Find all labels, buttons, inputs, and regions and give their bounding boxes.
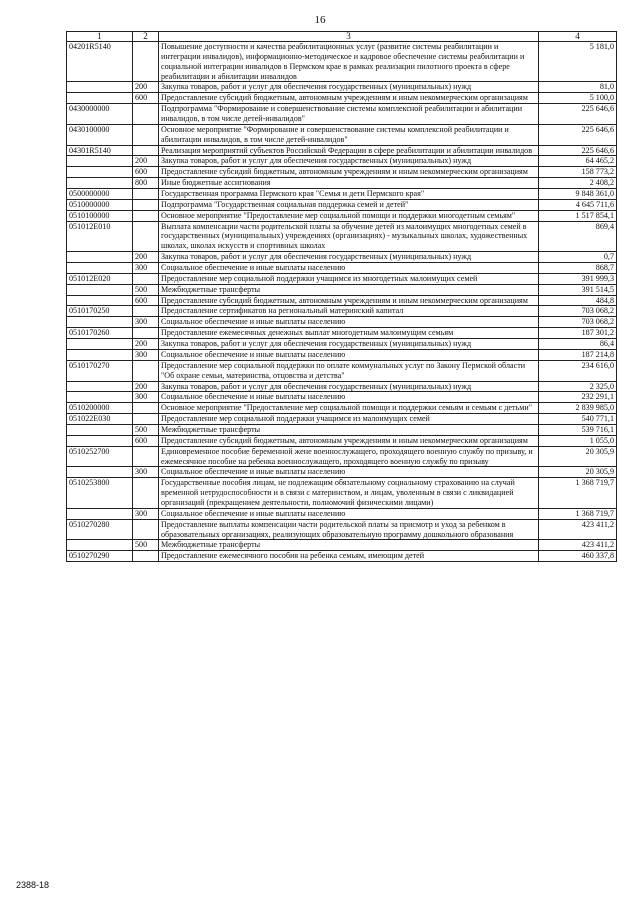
budget-table	[66, 31, 617, 562]
table-row	[67, 252, 617, 263]
table-row	[67, 403, 617, 414]
table-row	[67, 104, 617, 125]
description-cell: Подпрограмма "Государственная социальная поддержка семей и детей"	[159, 199, 539, 210]
code-cell: 051012Е010	[67, 221, 133, 252]
table-row	[67, 478, 617, 509]
amount-cell: 1 368 719,7	[539, 508, 617, 519]
description-cell: Предоставление субсидий бюджетным, автономным учреждениям и иным некоммерческим организациям	[159, 295, 539, 306]
description-cell: Государственная программа Пермского края "Семья и дети Пермского края"	[159, 189, 539, 200]
expense-type-cell: 300	[133, 392, 159, 403]
expense-type-cell	[133, 189, 159, 200]
amount-cell: 5 100,0	[539, 93, 617, 104]
amount-cell: 225 646,6	[539, 124, 617, 145]
expense-type-cell	[133, 210, 159, 221]
amount-cell: 187 214,8	[539, 349, 617, 360]
code-cell: 0510270280	[67, 519, 133, 540]
header-cell-3: 3	[159, 32, 539, 42]
amount-cell: 391 999,3	[539, 273, 617, 284]
code-cell	[67, 93, 133, 104]
expense-type-cell	[133, 446, 159, 467]
amount-cell: 423 411,2	[539, 540, 617, 551]
code-cell	[67, 284, 133, 295]
code-cell	[67, 540, 133, 551]
amount-cell: 4 645 711,6	[539, 199, 617, 210]
amount-cell: 225 646,6	[539, 104, 617, 125]
table-row	[67, 446, 617, 467]
description-cell: Социальное обеспечение и иные выплаты населению	[159, 349, 539, 360]
amount-cell: 158 773,2	[539, 167, 617, 178]
amount-cell: 0,7	[539, 252, 617, 263]
description-cell: Предоставление ежемесячных денежных выплат многодетным малоимущим семьям	[159, 328, 539, 339]
description-cell: Межбюджетные трансферты	[159, 540, 539, 551]
description-cell: Межбюджетные трансферты	[159, 424, 539, 435]
code-cell: 0510170260	[67, 328, 133, 339]
code-cell	[67, 467, 133, 478]
code-cell	[67, 82, 133, 93]
expense-type-cell: 200	[133, 381, 159, 392]
description-cell: Социальное обеспечение и иные выплаты населению	[159, 392, 539, 403]
code-cell	[67, 317, 133, 328]
description-cell: Предоставление выплаты компенсации части родительской платы за присмотр и уход за ребенком в образовательных организациях, реализующих образовательную программу дошкольного образования	[159, 519, 539, 540]
code-cell	[67, 263, 133, 274]
table-row	[67, 82, 617, 93]
description-cell: Основное мероприятие "Предоставление мер социальной помощи и поддержки многодетным семьям"	[159, 210, 539, 221]
table-row	[67, 435, 617, 446]
amount-cell: 460 337,8	[539, 551, 617, 562]
table-row	[67, 467, 617, 478]
table-row	[67, 328, 617, 339]
header-cell-2: 2	[133, 32, 159, 42]
code-cell: 0510252700	[67, 446, 133, 467]
expense-type-cell: 300	[133, 467, 159, 478]
code-cell	[67, 381, 133, 392]
expense-type-cell: 500	[133, 540, 159, 551]
table-row	[67, 221, 617, 252]
expense-type-cell	[133, 124, 159, 145]
code-cell	[67, 424, 133, 435]
description-cell: Предоставление сертификатов на региональный материнский капитал	[159, 306, 539, 317]
code-cell: 0430000000	[67, 104, 133, 125]
table-row	[67, 317, 617, 328]
description-cell: Закупка товаров, работ и услуг для обеспечения государственных (муниципальных) нужд	[159, 82, 539, 93]
code-cell: 0430100000	[67, 124, 133, 145]
header-row	[67, 32, 617, 42]
description-cell: Предоставление мер социальной поддержки по оплате коммунальных услуг по Закону Пермской области "Об охране семьи, материнства, отцовства и детства"	[159, 360, 539, 381]
table-row	[67, 414, 617, 425]
document-code: 2388-18	[16, 880, 50, 890]
table-row	[67, 210, 617, 221]
code-cell: 0510270290	[67, 551, 133, 562]
header-cell-4: 4	[539, 32, 617, 42]
expense-type-cell: 300	[133, 508, 159, 519]
expense-type-cell: 500	[133, 284, 159, 295]
expense-type-cell: 200	[133, 82, 159, 93]
code-cell	[67, 295, 133, 306]
description-cell: Повышение доступности и качества реабилитационных услуг (развитие системы реабилитации и интеграции инвалидов), информационно-методическое и кадровое обеспечение системы реабилитации и социальной интеграции инвалидов в Пермском крае в рамках реализации пилотного проекта в сфере реабилитации и абилитации инвалидов	[159, 42, 539, 82]
code-cell: 0500000000	[67, 189, 133, 200]
amount-cell: 187 301,2	[539, 328, 617, 339]
table-row	[67, 42, 617, 82]
description-cell: Социальное обеспечение и иные выплаты населению	[159, 467, 539, 478]
description-cell: Основное мероприятие "Предоставление мер социальной помощи и поддержки семьям и семьям с детьми"	[159, 403, 539, 414]
expense-type-cell	[133, 104, 159, 125]
table-row	[67, 508, 617, 519]
description-cell: Единовременное пособие беременной жене военнослужащего, проходящего военную службу по призыву, и ежемесячное пособие на ребенка военнослужащего, проходящего военную службу по призыву	[159, 446, 539, 467]
amount-cell: 868,7	[539, 263, 617, 274]
table-row	[67, 284, 617, 295]
table-row	[67, 189, 617, 200]
code-cell: 0510200000	[67, 403, 133, 414]
table-row	[67, 381, 617, 392]
table-row	[67, 392, 617, 403]
code-cell	[67, 392, 133, 403]
code-cell: 051012Е020	[67, 273, 133, 284]
expense-type-cell	[133, 478, 159, 509]
code-cell	[67, 178, 133, 189]
amount-cell: 1 368 719,7	[539, 478, 617, 509]
description-cell: Предоставление мер социальной поддержки учащимся из многодетных малоимущих семей	[159, 273, 539, 284]
amount-cell: 225 646,6	[539, 145, 617, 156]
amount-cell: 540 771,1	[539, 414, 617, 425]
expense-type-cell: 200	[133, 156, 159, 167]
code-cell	[67, 339, 133, 350]
code-cell: 0510100000	[67, 210, 133, 221]
amount-cell: 703 068,2	[539, 306, 617, 317]
code-cell	[67, 508, 133, 519]
description-cell: Предоставление ежемесячного пособия на ребенка семьям, имеющим детей	[159, 551, 539, 562]
header-cell-1: 1	[67, 32, 133, 42]
code-cell	[67, 349, 133, 360]
table-row	[67, 519, 617, 540]
code-cell	[67, 252, 133, 263]
page-number: 16	[314, 14, 326, 26]
expense-type-cell	[133, 221, 159, 252]
description-cell: Предоставление мер социальной поддержки учащимся из малоимущих семей	[159, 414, 539, 425]
table-row	[67, 273, 617, 284]
expense-type-cell: 600	[133, 93, 159, 104]
description-cell: Закупка товаров, работ и услуг для обеспечения государственных (муниципальных) нужд	[159, 252, 539, 263]
table-row	[67, 295, 617, 306]
table-row	[67, 339, 617, 350]
code-cell: 0510000000	[67, 199, 133, 210]
amount-cell: 539 716,1	[539, 424, 617, 435]
table-row	[67, 145, 617, 156]
code-cell	[67, 156, 133, 167]
expense-type-cell	[133, 306, 159, 317]
description-cell: Подпрограмма "Формирование и совершенствование системы комплексной реабилитации и абилитации инвалидов, в том числе детей-инвалидов"	[159, 104, 539, 125]
amount-cell: 869,4	[539, 221, 617, 252]
description-cell: Социальное обеспечение и иные выплаты населению	[159, 317, 539, 328]
code-cell: 0510170270	[67, 360, 133, 381]
amount-cell: 703 068,2	[539, 317, 617, 328]
expense-type-cell	[133, 519, 159, 540]
code-cell: 0510170250	[67, 306, 133, 317]
table-row	[67, 199, 617, 210]
code-cell	[67, 435, 133, 446]
amount-cell: 20 305,9	[539, 446, 617, 467]
amount-cell: 86,4	[539, 339, 617, 350]
expense-type-cell: 600	[133, 435, 159, 446]
amount-cell: 64 465,2	[539, 156, 617, 167]
amount-cell: 1 517 854,1	[539, 210, 617, 221]
expense-type-cell: 200	[133, 339, 159, 350]
expense-type-cell	[133, 199, 159, 210]
amount-cell: 5 181,0	[539, 42, 617, 82]
code-cell	[67, 167, 133, 178]
expense-type-cell	[133, 360, 159, 381]
description-cell: Закупка товаров, работ и услуг для обеспечения государственных (муниципальных) нужд	[159, 156, 539, 167]
code-cell: 04201R5140	[67, 42, 133, 82]
description-cell: Основное мероприятие "Формирование и совершенствование системы комплексной реабилитации и абилитации инвалидов, в том числе детей-инвалидов"	[159, 124, 539, 145]
expense-type-cell	[133, 328, 159, 339]
amount-cell: 2 325,0	[539, 381, 617, 392]
amount-cell: 484,8	[539, 295, 617, 306]
description-cell: Иные бюджетные ассигнования	[159, 178, 539, 189]
description-cell: Закупка товаров, работ и услуг для обеспечения государственных (муниципальных) нужд	[159, 381, 539, 392]
amount-cell: 391 514,5	[539, 284, 617, 295]
table-row	[67, 156, 617, 167]
table-row	[67, 178, 617, 189]
expense-type-cell: 300	[133, 349, 159, 360]
amount-cell: 423 411,2	[539, 519, 617, 540]
description-cell: Государственные пособия лицам, не подлежащим обязательному социальному страхованию на случай временной нетрудоспособности и в связи с материнством, и лицам, уволенным в связи с ликвидацией организаций (прекращением деятельности, полномочий физическими лицами)	[159, 478, 539, 509]
expense-type-cell	[133, 145, 159, 156]
table-row	[67, 540, 617, 551]
description-cell: Социальное обеспечение и иные выплаты населению	[159, 263, 539, 274]
expense-type-cell	[133, 42, 159, 82]
description-cell: Социальное обеспечение и иные выплаты населению	[159, 508, 539, 519]
table-row	[67, 93, 617, 104]
amount-cell: 1 055,0	[539, 435, 617, 446]
expense-type-cell	[133, 273, 159, 284]
expense-type-cell: 300	[133, 317, 159, 328]
expense-type-cell	[133, 414, 159, 425]
description-cell: Выплата компенсации части родительской платы за обучение детей из малоимущих многодетных семей в государственных (муниципальных) учреждениях (организациях) - музыкальных школах, художественных школах, школах искусств и спортивных школах	[159, 221, 539, 252]
budget-table-body	[67, 32, 617, 562]
description-cell: Закупка товаров, работ и услуг для обеспечения государственных (муниципальных) нужд	[159, 339, 539, 350]
description-cell: Межбюджетные трансферты	[159, 284, 539, 295]
table-row	[67, 424, 617, 435]
table-row	[67, 124, 617, 145]
table-row	[67, 167, 617, 178]
amount-cell: 2 408,2	[539, 178, 617, 189]
expense-type-cell: 600	[133, 167, 159, 178]
table-row	[67, 349, 617, 360]
description-cell: Предоставление субсидий бюджетным, автономным учреждениям и иным некоммерческим организациям	[159, 93, 539, 104]
expense-type-cell: 300	[133, 263, 159, 274]
expense-type-cell	[133, 551, 159, 562]
code-cell: 0510253800	[67, 478, 133, 509]
code-cell: 04301R5140	[67, 145, 133, 156]
table-row	[67, 360, 617, 381]
description-cell: Предоставление субсидий бюджетным, автономным учреждениям и иным некоммерческим организациям	[159, 435, 539, 446]
table-row	[67, 263, 617, 274]
amount-cell: 232 291,1	[539, 392, 617, 403]
amount-cell: 234 616,0	[539, 360, 617, 381]
description-cell: Реализация мероприятий субъектов Российской Федерации в сфере реабилитации и абилитации инвалидов	[159, 145, 539, 156]
table-row	[67, 306, 617, 317]
expense-type-cell	[133, 403, 159, 414]
expense-type-cell: 600	[133, 295, 159, 306]
expense-type-cell: 500	[133, 424, 159, 435]
description-cell: Предоставление субсидий бюджетным, автономным учреждениям и иным некоммерческим организациям	[159, 167, 539, 178]
amount-cell: 9 848 361,0	[539, 189, 617, 200]
expense-type-cell: 200	[133, 252, 159, 263]
amount-cell: 81,0	[539, 82, 617, 93]
table-row	[67, 551, 617, 562]
code-cell: 051022Е030	[67, 414, 133, 425]
amount-cell: 2 839 985,0	[539, 403, 617, 414]
expense-type-cell: 800	[133, 178, 159, 189]
amount-cell: 20 305,9	[539, 467, 617, 478]
